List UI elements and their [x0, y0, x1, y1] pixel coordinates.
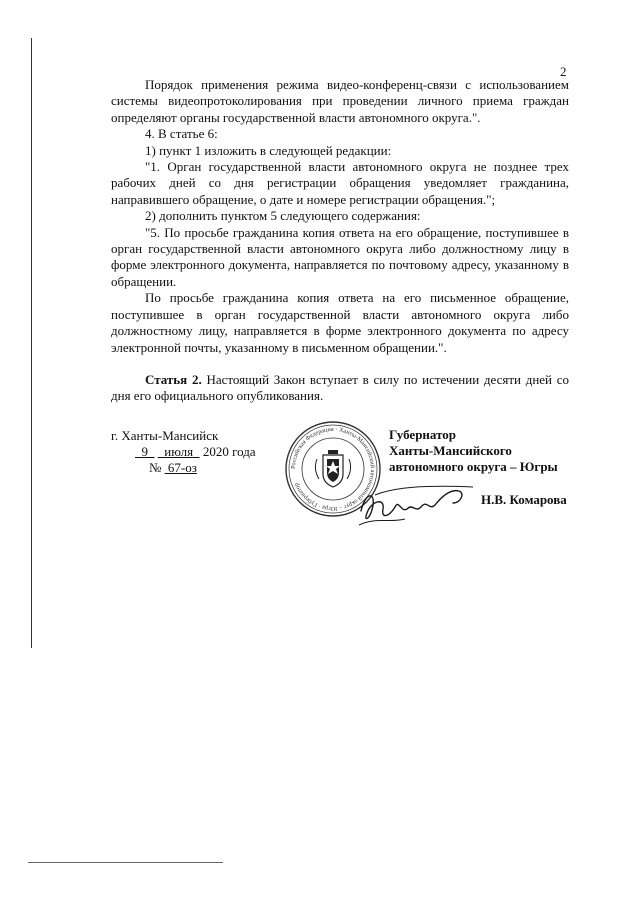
scan-footer-line: [28, 862, 223, 863]
date-day: 9: [141, 444, 148, 459]
paragraph: "5. По просьбе гражданина копия ответа на его обращение, поступившее в орган государственной власти автономного округа либо должностному лицу в форме электронного документа, направляется по почтовому адресу, указанному в обращении.: [111, 224, 569, 289]
article-2: [111, 372, 569, 405]
city: г. Ханты-Мансийск: [111, 428, 219, 443]
paragraph: Порядок применения режима видео-конференц-связи с использованием системы видеопротоколирования при проведении личного приема граждан определяют органы государственной власти автономного округа.".: [111, 77, 569, 125]
page-number: 2: [560, 64, 567, 79]
date-year: 2020 года: [202, 444, 256, 459]
paragraph: 2) дополнить пунктом 5 следующего содержания:: [145, 208, 421, 224]
paragraph: "1. Орган государственной власти автономного округа не позднее трех рабочих дней со дня регистрации обращения уведомляет гражданина, направившего обращение, о дате и номере регистрации обращения.";: [111, 159, 569, 207]
paragraph: 4. В статье 6:: [145, 126, 218, 142]
article-2-label: Статья 2.: [145, 371, 202, 387]
paragraph: По просьбе гражданина копия ответа на его письменное обращение, поступившее в орган государственной власти автономного округа либо должностному лицу, направляется в форме электронного документа по адресу электронной почты, указанному в письменном обращении.".: [111, 290, 569, 355]
date-line: [135, 444, 256, 460]
signatory-name: Н.В. Комарова: [481, 492, 567, 507]
signatory-title: Губернатор Ханты-Мансийского автономного округа – Югры: [389, 427, 558, 474]
date-month: июля: [164, 444, 194, 459]
document-body: [111, 77, 569, 405]
law-number-value: 67-оз: [167, 460, 197, 475]
signature-image: [355, 473, 480, 533]
article-2-text: Настоящий Закон вступает в силу по истечении десяти дней со дня его официального опубликования.: [111, 371, 570, 404]
svg-text:Российская Федерация · Ханты-М: Российская Федерация · Ханты-Мансийский автономный округ – Югра · Губернатор: [289, 425, 377, 513]
law-number: № 67-оз: [149, 460, 197, 475]
scan-edge-line: [31, 38, 32, 648]
place-date-number: [111, 428, 256, 476]
paragraph: 1) пункт 1 изложить в следующей редакции:: [145, 142, 392, 158]
